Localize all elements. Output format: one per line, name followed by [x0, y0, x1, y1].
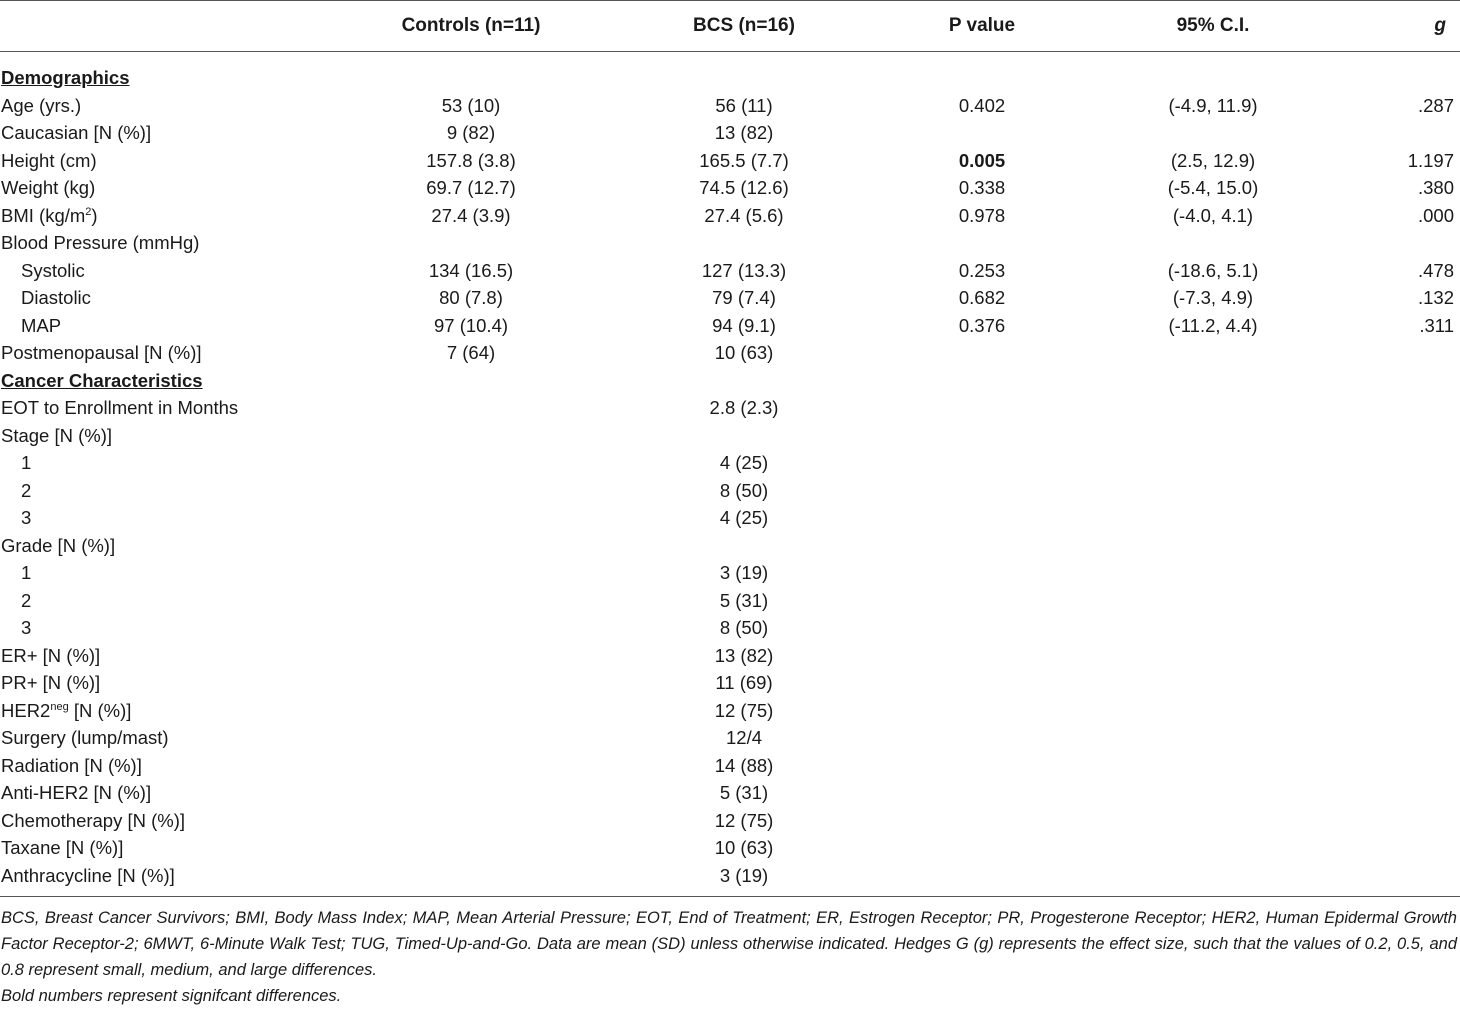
row-label: Anthracycline [N (%)]	[1, 864, 175, 886]
header-ci: 95% C.I.	[1176, 15, 1250, 36]
row-label: Caucasian [N (%)]	[1, 122, 152, 143]
cell-controls: 97 (10.4)	[433, 314, 509, 336]
cell-bcs: 5 (31)	[719, 589, 769, 611]
cell-g: .380	[1417, 177, 1454, 198]
cell-controls: 7 (64)	[446, 342, 496, 363]
table-row	[0, 724, 1460, 752]
cell-pvalue: 0.338	[958, 177, 1006, 198]
table-row	[0, 697, 1460, 725]
table-header	[0, 0, 1460, 52]
cell-bcs: 12 (75)	[714, 809, 774, 831]
row-label: ER+ [N (%)]	[1, 644, 101, 666]
row-label: Systolic	[21, 259, 85, 281]
cell-bcs: 127 (13.3)	[701, 259, 787, 281]
cell-bcs: 13 (82)	[714, 122, 774, 143]
cell-ci: (2.5, 12.9)	[1170, 149, 1256, 171]
cell-ci: (-11.2, 4.4)	[1168, 314, 1258, 336]
section-demographics	[0, 64, 1460, 92]
cell-controls: 27.4 (3.9)	[431, 204, 511, 226]
table-row	[0, 449, 1460, 477]
cell-pvalue: 0.682	[958, 287, 1006, 308]
cell-controls: 134 (16.5)	[428, 259, 514, 281]
cell-ci: (-7.3, 4.9)	[1172, 287, 1254, 308]
cell-bcs: 4 (25)	[719, 452, 769, 473]
notes-bold: Bold numbers represent signifcant differences.	[1, 987, 342, 1005]
notes-abbreviations: BCS, Breast Cancer Survivors; BMI, Body Mass Index; MAP, Mean Arterial Pressure; EOT, End of Treatment; ER, Estrogen Receptor; PR, Progesterone Receptor; HER2, Human Epidermal Growth Factor Receptor-2; 6MWT, 6-Minute Walk Test; TUG, Timed-Up-and-Go. Data are mean (SD) unless otherwise indicated. Hedges G (g) represents the effect size, such that the values of 0.2, 0.5, and 0.8 represent small, medium, and large differences.	[1, 909, 1457, 979]
cell-bcs: 74.5 (12.6)	[699, 177, 789, 198]
cell-controls: 53 (10)	[441, 94, 501, 116]
table-notes	[1, 905, 1457, 1009]
row-label: Surgery (lump/mast)	[1, 727, 169, 748]
header-pvalue: P value	[948, 15, 1016, 36]
row-label: Stage [N (%)]	[1, 424, 113, 446]
bottom-rule	[0, 896, 1460, 897]
cell-bcs: 56 (11)	[715, 94, 773, 116]
cell-ci: (-5.4, 15.0)	[1167, 177, 1259, 198]
row-label: Diastolic	[21, 287, 91, 308]
cell-bcs: 3 (19)	[719, 562, 769, 583]
table-row	[0, 587, 1460, 615]
cell-g: .000	[1417, 204, 1454, 226]
row-label: Height (cm)	[1, 149, 97, 171]
section-title-cancer: Cancer Characteristics	[1, 369, 203, 391]
table-row	[0, 834, 1460, 862]
row-label: Radiation [N (%)]	[1, 754, 142, 776]
table-row	[0, 477, 1460, 505]
cell-bcs: 165.5 (7.7)	[699, 149, 789, 171]
table-row	[0, 779, 1460, 807]
cell-ci: (-4.0, 4.1)	[1172, 204, 1254, 226]
table-row	[0, 752, 1460, 780]
row-label-sup: 2	[85, 205, 92, 218]
cell-bcs: 12 (75)	[714, 699, 774, 721]
row-label-sup: neg	[50, 700, 69, 713]
table-row	[0, 669, 1460, 697]
cell-bcs: 14 (88)	[714, 754, 774, 776]
row-label: Anti-HER2 [N (%)]	[1, 782, 152, 803]
row-label: 3	[21, 507, 32, 528]
cell-bcs: 13 (82)	[714, 644, 774, 666]
row-label: PR+ [N (%)]	[1, 672, 101, 693]
table-row	[0, 422, 1460, 450]
row-label: Blood Pressure (mmHg)	[1, 232, 200, 253]
table-row	[0, 284, 1460, 312]
cell-ci: (-18.6, 5.1)	[1167, 259, 1259, 281]
cell-pvalue: 0.978	[958, 204, 1006, 226]
table-row	[0, 614, 1460, 642]
cell-bcs: 10 (63)	[714, 837, 774, 858]
table-row	[0, 559, 1460, 587]
cell-bcs: 4 (25)	[719, 507, 769, 528]
row-label-text: BMI (kg/m	[1, 204, 86, 226]
cell-bcs: 27.4 (5.6)	[704, 204, 784, 226]
row-label: 1	[21, 452, 32, 473]
row-label: Grade [N (%)]	[1, 534, 116, 556]
cell-ci: (-4.9, 11.9)	[1168, 94, 1258, 116]
row-label: Weight (kg)	[1, 177, 96, 198]
section-title-demographics: Demographics	[1, 67, 130, 88]
cell-g: 1.197	[1407, 149, 1454, 171]
row-label: 2	[21, 589, 32, 611]
cell-bcs: 12/4	[725, 727, 763, 748]
row-label: Chemotherapy [N (%)]	[1, 809, 186, 831]
cell-bcs: 2.8 (2.3)	[709, 397, 779, 418]
row-label: 2	[21, 479, 32, 501]
cell-bcs: 79 (7.4)	[712, 287, 776, 308]
row-label-end: [N (%)]	[68, 699, 132, 721]
row-label: MAP	[21, 314, 62, 336]
header-bcs: BCS (n=16)	[693, 15, 795, 36]
table-row	[0, 312, 1460, 340]
table-row	[0, 532, 1460, 560]
cell-controls: 80 (7.8)	[439, 287, 503, 308]
cell-bcs: 10 (63)	[714, 342, 774, 363]
row-label-text: HER2	[1, 699, 51, 721]
cell-g: .478	[1417, 259, 1454, 281]
cell-g: .311	[1419, 314, 1454, 336]
section-cancer	[0, 367, 1460, 395]
row-label	[1, 202, 98, 230]
cell-g: .132	[1417, 287, 1454, 308]
cell-bcs: 11 (69)	[715, 672, 773, 693]
cell-controls: 69.7 (12.7)	[426, 177, 516, 198]
table-row	[0, 504, 1460, 532]
row-label: 3	[21, 617, 32, 638]
row-label	[1, 697, 131, 725]
row-label: Taxane [N (%)]	[1, 837, 124, 858]
row-label: Postmenopausal [N (%)]	[1, 342, 202, 363]
cell-bcs: 8 (50)	[719, 479, 769, 501]
table-row	[0, 202, 1460, 230]
cell-bcs: 94 (9.1)	[712, 314, 776, 336]
cell-bcs: 5 (31)	[719, 782, 769, 803]
table-row	[0, 119, 1460, 147]
table-row	[0, 229, 1460, 257]
cell-bcs: 3 (19)	[719, 864, 769, 886]
table-row	[0, 339, 1460, 367]
table-row	[0, 862, 1460, 890]
cell-pvalue: 0.376	[958, 314, 1006, 336]
cell-g: .287	[1417, 94, 1454, 116]
cell-pvalue: 0.402	[958, 94, 1006, 116]
table-row	[0, 807, 1460, 835]
table-row	[0, 394, 1460, 422]
cell-controls: 157.8 (3.8)	[426, 149, 516, 171]
table-row	[0, 147, 1460, 175]
row-label: EOT to Enrollment in Months	[1, 397, 239, 418]
header-controls: Controls (n=11)	[401, 15, 541, 36]
row-label: Age (yrs.)	[1, 94, 82, 116]
table-row	[0, 642, 1460, 670]
cell-controls: 9 (82)	[446, 122, 496, 143]
row-label: 1	[21, 562, 32, 583]
header-g: g	[1434, 15, 1446, 36]
cell-bcs: 8 (50)	[719, 617, 769, 638]
cell-pvalue: 0.253	[958, 259, 1006, 281]
cell-pvalue: 0.005	[958, 149, 1006, 171]
table-row	[0, 257, 1460, 285]
table-row	[0, 174, 1460, 202]
row-label-end: )	[91, 204, 98, 226]
table-row	[0, 92, 1460, 120]
